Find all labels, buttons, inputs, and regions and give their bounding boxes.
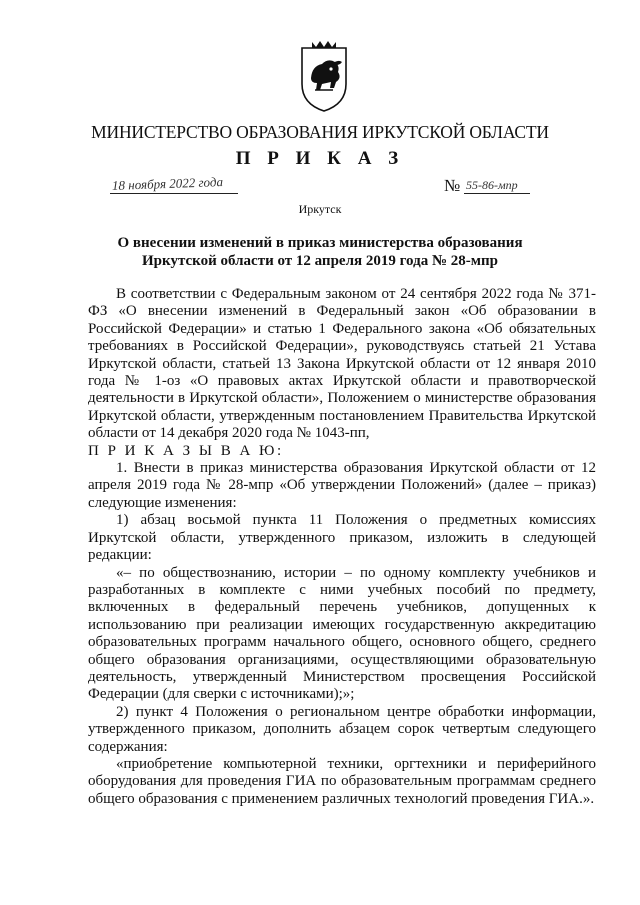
date-underline (110, 193, 238, 194)
number-underline (464, 193, 530, 194)
quote-1-paragraph: «– по обществознанию, истории – по одному комплекту учебников и разработанных в комплекте с ними учебных пособий по предмету, включенных в федеральный перечень учебников, допущенных к использованию при реализации имеющих государственную аккредитацию образовательных программ начального общего, основного общего, среднего общего образования организациями, осуществляющими образовательную деятельность, утвержденный Министерством просвещения Российской Федерации (для сверки с источниками);»; (88, 564, 596, 703)
order-number-handwritten: 55-86-мпр (466, 178, 518, 192)
preamble-paragraph: В соответствии с Федеральным законом от 24 сентября 2022 года № 371-ФЗ «О внесении изменений в Федеральный закон «Об образовании в Российской Федерации» и статью 1 Федерального закона «Об обязательных требованиях в Российской Федерации», руководствуясь статьей 21 Устава Иркутской области, статьей 13 Закона Иркутской области от 12 января 2010 года № 1-оз «О правовых актах Иркутской области и правотворческой деятельности в Иркутской области», Положением о министерстве образования Иркутской области, утвержденным постановлением Правительства Иркутской области от 14 декабря 2020 года № 1043-пп, (88, 286, 596, 442)
document-body (88, 286, 596, 808)
item-1-1-paragraph: 1) абзац восьмой пункта 11 Положения о предметных комиссиях Иркутской области, утвержденного приказом, изложить в следующей редакции: (88, 512, 596, 564)
order-number-label: № (444, 176, 461, 195)
heading-line-2: Иркутской области от 12 апреля 2019 года № 28-мпр (142, 253, 498, 269)
item-1-2-paragraph: 2) пункт 4 Положения о региональном центре обработки информации, утвержденного приказом, дополнить абзацем сорок четвертым следующего содержания: (88, 703, 596, 755)
coat-of-arms-emblem (298, 38, 350, 114)
document-heading (0, 234, 640, 270)
heading-line-1: О внесении изменений в приказ министерства образования (117, 235, 523, 251)
prikazyvayu-line: П Р И К А З Ы В А Ю: (88, 442, 284, 459)
item-1-paragraph: 1. Внести в приказ министерства образования Иркутской области от 12 апреля 2019 года № 28-мпр «Об утверждении Положений» (далее – приказ) следующие изменения: (88, 460, 596, 511)
order-date-handwritten: 18 ноября 2022 года (111, 174, 224, 193)
order-title: П Р И К А З (235, 148, 405, 169)
city-name: Иркутск (298, 202, 342, 216)
quote-2-paragraph: «приобретение компьютерной техники, оргтехники и периферийного оборудования для проведения ГИА по образовательным программам среднего общего образования с применением различных технологий проведения ГИА.». (88, 755, 596, 807)
ministry-name: МИНИСТЕРСТВО ОБРАЗОВАНИЯ ИРКУТСКОЙ ОБЛАСТИ (91, 122, 549, 142)
